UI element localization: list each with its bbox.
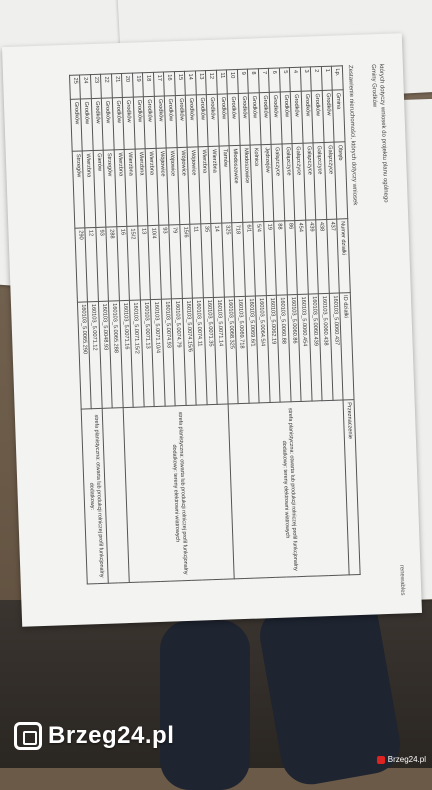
table-cell: 86 [285,220,298,294]
table-cell: 21 [111,73,122,98]
table-cell: 15/2 [127,226,140,300]
table-cell: Wójtowice [167,148,180,225]
table-cell: 18 [143,72,154,97]
table-cell: Tarnów [219,146,232,223]
person-leg-left [160,620,250,790]
table-cell: 9 [237,69,248,94]
table-cell: 20 [122,73,133,98]
brzeg24-logo-icon [14,722,42,750]
table-cell: Grodków [133,97,145,149]
table-cell: Gałązczyce [314,143,327,220]
table-cell: 10/4 [148,225,161,299]
table-cell: 454 [295,220,308,294]
table-cell: 7 [258,68,269,93]
watermark-small-text: Brzeg24.pl [387,755,426,764]
table-cell: 93 [159,225,172,299]
table-cell: 14 [211,223,224,297]
table-cell: 17 [153,72,164,97]
table-cell: Grodków [217,94,229,146]
table-cell: 24 [80,75,91,100]
table-cell: 160103_5.0071.35 [203,297,217,405]
table-cell: Wierzbna [114,150,127,227]
table-cell: Grodków [186,95,198,147]
table-cell: Gałązczyce [324,143,337,220]
table-cell: Wierzbna [83,151,96,228]
table-cell: 4 [290,67,301,92]
table-cell: 160103_5.0060.88 [277,295,291,403]
table-cell: Grodków [280,92,292,144]
table-cell: 1 [321,66,332,91]
table-cell: Grodków [322,90,334,142]
table-cell: Gierów [93,151,106,228]
table-cell: 6/1 [243,222,256,296]
table-cell: 160103_5.0060.454 [298,294,312,402]
table-cell: Wierzbna [146,149,159,226]
table-cell: 438 [316,219,329,293]
table-cell: Grodków [301,91,313,143]
table-cell: Młodoszowice [230,146,243,223]
purpose-cell: strefa planistyczna: otwarta lub produkcji rolniczej profil funkcjonalny dodatkowy: [81,408,108,584]
table-title: Zestawienie nieruchomości, których dotyczy wniosek [346,64,358,206]
table-cell: 160103_5.0060.438 [319,293,333,401]
company-logo [398,565,405,596]
header-line-1: których dotyczy wniosek do projektu planu ogólnego [377,63,389,203]
table-cell: Grodków [102,98,114,150]
purpose-cell: strefa planistyczna: otwarta lub produkcji rolniczej profil funkcjonalny dodatkowy: tereny elektrowni wiatrowych [123,404,234,583]
table-cell: Grodków [175,96,187,148]
watermark-small [377,755,426,764]
table-cell: 25 [70,75,81,100]
col-numer: Numer działki [337,218,350,292]
purpose-cell: strefa planistyczna: otwarta lub produkcji rolniczej profil funkcjonalny dodatkowy: tereny elektrowni wiatrowych [228,400,350,579]
col-id: ID działki [340,292,354,400]
table-cell: Grodków [144,97,156,149]
table-cell: 11 [216,70,227,95]
table-cell: 288 [106,227,119,301]
col-lp: Lp. [332,66,343,91]
table-cell: 19 [132,73,143,98]
table-cell: Grodków [154,96,166,148]
table-cell: 12 [206,70,217,95]
table-cell: 16 [117,226,130,300]
watermark-text: Brzeg24.pl [48,722,175,749]
table-cell: Strzegów [104,150,117,227]
table-cell: 10 [227,69,238,94]
table-cell: 160103_5.0074.79 [172,298,186,406]
table-cell: 325 [222,223,235,297]
table-cell: 14 [185,71,196,96]
table-cell: Jędrzejów [261,145,274,222]
table-cell: 12 [85,227,98,301]
table-cell: Grodków [291,92,303,144]
table-cell: 13 [195,71,206,96]
table-cell: 439 [306,220,319,294]
table-cell: 160103_5.0071.12 [88,301,102,409]
logo-text: renewables [398,564,406,596]
table-cell: Gałązczyce [272,144,285,221]
table-cell: 160103_5.0068.325 [224,296,238,404]
table-cell: 718 [232,222,245,296]
table-cell: 35 [201,223,214,297]
table-cell: 160103_5.0071.16 [119,300,133,408]
table-cell: Grodków [123,97,135,149]
table-cell: Grodków [91,99,103,151]
table-cell: 160103_5.0064.5/4 [256,295,270,403]
table-cell: 19 [264,221,277,295]
document-page [12,44,411,617]
table-cell: 5 [279,68,290,93]
col-gmina: Gmina [333,90,345,142]
table-cell: Grodków [81,99,93,151]
table-cell: Wójtowice [156,148,169,225]
table-cell: Grodków [207,94,219,146]
table-cell: 23 [91,74,102,99]
table-cell: 16 [164,72,175,97]
parcels-table [69,65,361,584]
table-cell: Grodków [70,99,82,151]
document-header [368,64,390,203]
table-cell: Strzegów [72,151,85,228]
table-cell: Grodków [112,98,124,150]
table-cell: Grodków [312,91,324,143]
table-cell: 88 [274,221,287,295]
table-cell: 160103_5.0074.15/6 [182,298,196,406]
brzeg24-small-icon [377,756,385,764]
table-cell: Kolnica [251,145,264,222]
table-cell: Grodków [259,93,271,145]
table-cell: 160103_5.0060.439 [308,294,322,402]
table-cell: 2 [311,67,322,92]
table-cell: 160103_5.0074.11 [193,298,207,406]
table-cell: Młodoszowice [240,145,253,222]
table-cell: Grodków [249,93,261,145]
table-cell: 160103_5.0065.290 [77,302,91,410]
table-cell: Gałązczyce [282,144,295,221]
table-cell: 79 [169,224,182,298]
table-cell: Wierzbna [135,149,148,226]
table-cell: Wójtowice [177,148,190,225]
watermark-large [14,722,174,750]
table-cell: 160103_5.0065.288 [109,301,123,409]
table-cell: 160103_5.0071.15/2 [130,300,144,408]
header-line-2: Gminy Grodków [369,64,377,108]
table-cell: 8 [248,69,259,94]
table-cell: Gałązczyce [293,144,306,221]
table-cell: 160103_5.0074.93 [161,299,175,407]
table-cell: Gałązczyce [303,143,316,220]
table-cell: Wierzbna [209,147,222,224]
table-cell: Grodków [165,96,177,148]
table-cell: 160103_5.0071.14 [214,297,228,405]
table-cell: 160103_5.0069.6/1 [245,296,259,404]
table-cell: 15 [174,71,185,96]
table-cell: Grodków [238,93,250,145]
table-cell: 160103_5.0048.93 [98,301,112,409]
table-cell: Wierzbna [198,147,211,224]
col-obreb: Obręb [335,142,348,219]
table-cell: 160103_5.0062.19 [266,295,280,403]
table-cell: Grodków [270,92,282,144]
table-cell: 160103_5.0071.10/4 [151,299,165,407]
table-cell: Wójtowice [188,147,201,224]
table-cell: Wierzbna [125,149,138,226]
document-sheet [2,33,422,627]
table-cell: 13 [138,225,151,299]
table-cell: 160103_5.0071.13 [140,299,154,407]
table-cell: 160103_5.0069.718 [235,296,249,404]
col-przeznaczenie: Przeznaczenie [344,400,361,575]
table-cell: 5/4 [253,221,266,295]
table-cell: 93 [96,227,109,301]
table-cell: 160103_5.0060.437 [329,293,343,401]
table-cell: 15/6 [180,224,193,298]
table-cell: 22 [101,74,112,99]
table-cell: 3 [300,67,311,92]
table-cell: Grodków [196,95,208,147]
table-cell: 6 [269,68,280,93]
table-cell: Grodków [228,94,240,146]
table-cell: 437 [327,219,340,293]
table-cell: 290 [75,228,88,302]
table-cell: 160103_5.0060.86 [287,294,301,402]
table-body [70,66,350,584]
table-cell: 11 [190,224,203,298]
